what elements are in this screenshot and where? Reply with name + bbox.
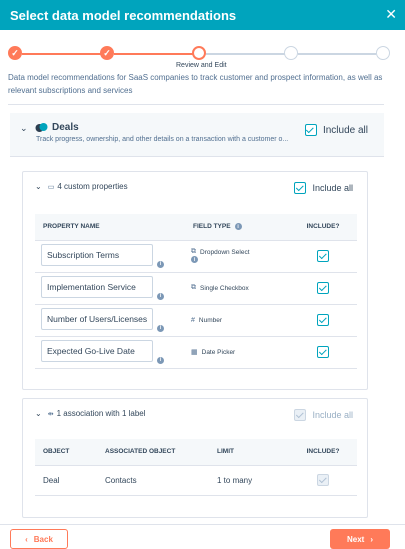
back-button[interactable] [10,529,68,549]
table-row [35,240,357,272]
stepper-line-done-1 [22,53,104,55]
include-all-checkbox[interactable] [305,124,317,136]
associations-card [22,398,368,518]
include-checkbox[interactable] [317,250,329,262]
info-icon[interactable]: i [157,325,164,332]
next-button[interactable] [330,529,390,549]
progress-stepper [0,30,405,70]
info-icon[interactable]: i [191,256,198,263]
deals-description: Track progress, ownership, and other details on a transaction with a customer o... [36,136,289,143]
chevron-right-icon: › [370,534,373,544]
intro-text: Data model recommendations for SaaS companies to track customer and prospect information, as well as relevant subscriptions and services [8,73,383,95]
chevron-down-icon[interactable]: ⌄ [20,123,28,133]
col-include: INCLUDE? [289,439,357,465]
chevron-down-icon[interactable]: ⌄ [35,182,42,191]
close-icon[interactable]: ✕ [385,6,397,22]
col-limit: LIMIT [209,439,289,465]
back-label: Back [33,534,53,544]
property-name-input[interactable]: Number of Users/Licenses [41,308,153,330]
include-all-label: Include all [322,124,368,136]
association-icon: ⇹ [47,410,54,418]
modal-header [0,0,405,30]
col-field-type-label: FIELD TYPE [193,223,231,231]
step-5 [376,46,390,60]
property-name-input[interactable]: Implementation Service [41,276,153,298]
property-name-input[interactable]: Expected Go-Live Date [41,340,153,362]
table-row [35,304,357,336]
calendar-icon: ▦ [191,349,198,356]
include-checkbox[interactable] [317,282,329,294]
object-cell: Deal [35,465,97,495]
info-icon[interactable]: i [157,357,164,364]
field-type: Date Picker [201,348,236,356]
limit-cell: 1 to many [209,465,289,495]
info-icon[interactable]: i [157,261,164,268]
stepper-line-done-2 [114,53,194,55]
deals-icon [35,122,48,133]
include-all-checkbox [294,409,306,421]
col-include: INCLUDE? [289,214,357,240]
divider [8,104,384,105]
stepper-line-future-2 [298,53,376,55]
hash-icon: # [191,316,195,324]
custom-properties-card [22,171,368,390]
dropdown-icon: ⧉ [191,248,196,256]
table-row [35,465,357,495]
deals-title: Deals [52,122,79,133]
info-icon[interactable]: i [157,293,164,300]
include-checkbox [317,474,329,486]
associated-object-cell: Contacts [97,465,209,495]
col-field-type [185,214,289,240]
field-type: Number [198,316,223,324]
properties-include-all[interactable] [294,182,353,194]
include-all-checkbox[interactable] [294,182,306,194]
deals-include-all[interactable] [305,124,368,136]
field-type: Single Checkbox [200,284,249,292]
stepper-line-future-1 [206,53,286,55]
property-icon: ▭ [47,183,55,191]
associations-heading: 1 association with 1 label [56,409,146,418]
step-3-current [192,46,206,60]
col-associated-object: ASSOCIATED OBJECT [97,439,209,465]
properties-card-header[interactable] [35,182,128,191]
col-object: OBJECT [35,439,97,465]
modal-title: Select data model recommendations [10,7,237,23]
associations-include-all [294,409,353,421]
col-property-name: PROPERTY NAME [35,214,185,240]
properties-table [35,214,357,369]
checkbox-icon: ⧉ [191,284,196,291]
chevron-left-icon: ‹ [25,534,28,544]
next-label: Next [346,534,365,544]
include-all-label: Include all [312,410,353,420]
step-1-check-icon: ✓ [8,46,22,60]
table-row [35,336,357,368]
associations-card-header[interactable] [35,409,146,418]
deals-section-header [10,113,384,157]
include-checkbox[interactable] [317,314,329,326]
modal-footer [0,524,405,549]
include-all-label: Include all [312,183,353,193]
table-row [35,272,357,304]
step-3-label: Review and Edit [176,62,227,69]
chevron-down-icon[interactable]: ⌄ [35,409,42,418]
associations-table [35,439,357,496]
info-icon[interactable]: i [235,223,242,230]
step-2-check-icon: ✓ [100,46,114,60]
field-type: Dropdown Select [200,248,250,256]
property-name-input[interactable]: Subscription Terms [41,244,153,266]
properties-heading: 4 custom properties [57,182,128,191]
step-4 [284,46,298,60]
include-checkbox[interactable] [317,346,329,358]
